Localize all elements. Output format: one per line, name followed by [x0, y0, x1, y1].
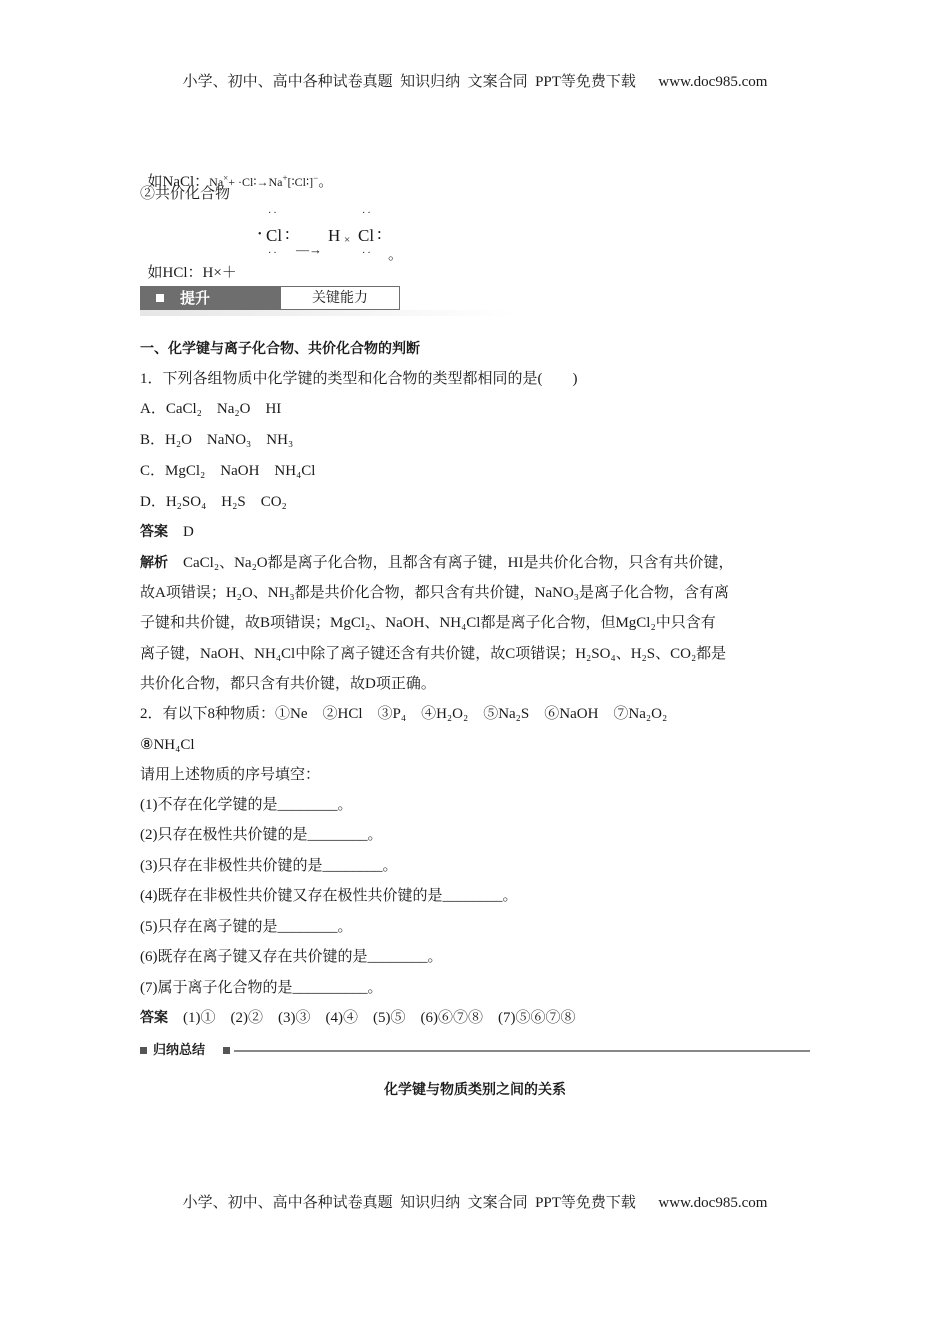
page-header: 小学、初中、高中各种试卷真题 知识归纳 文案合同 PPT等免费下载 www.doc985.com: [182, 74, 768, 90]
q2-instruction: 请用上述物质的序号填空：: [140, 767, 321, 783]
q2-item-2: (2)只存在极性共价键的是________。: [140, 827, 383, 843]
q2-stem-2: ⑧NH₄Cl: [140, 737, 195, 753]
reaction-arrow: —→: [296, 242, 322, 257]
electron-dots: ··: [268, 248, 279, 259]
square-icon: [140, 1047, 147, 1054]
electron-dots: ··: [268, 208, 279, 219]
divider-line: [234, 1050, 810, 1052]
hcl-label: 如HCl：H×＋: [147, 265, 237, 281]
section-title: 一、化学键与离子化合物、共价化合物的判断: [140, 341, 420, 357]
q2-stem-1: 2．有以下8种物质：①Ne ②HCl ③P₄ ④H₂O₂ ⑤Na₂S ⑥NaOH ⑦Na₂O₂: [140, 706, 668, 722]
electron-dot: •: [258, 229, 262, 240]
q1-option-b: B．H₂O NaNO₃ NH₃: [140, 432, 294, 448]
banner-dark: 提升: [140, 286, 280, 310]
hcl-equation: ·· • Cl : ·· —→ H × ·· Cl : ·· 。: [258, 208, 404, 263]
q1-answer: 答案 D: [140, 524, 194, 540]
q2-item-3: (3)只存在非极性共价键的是________。: [140, 858, 398, 874]
q1-analysis-2: 故A项错误；H₂O、NH₃都是共价化合物，都只含有共价键，NaNO₃是离子化合物，含有离: [140, 585, 730, 601]
hcl-line: [140, 243, 237, 283]
square-icon: [156, 294, 164, 302]
q1-stem: 1．下列各组物质中化学键的类型和化合物的类型都相同的是( ): [140, 371, 578, 387]
banner-light: 关键能力: [280, 286, 400, 310]
q1-analysis-4: 离子键，NaOH、NH₄Cl中除了离子键还含有共价键，故C项错误；H₂SO₄、H₂S、CO₂都是: [140, 646, 727, 662]
h-atom: H: [328, 226, 341, 245]
nacl-label: 如NaCl：: [147, 174, 210, 190]
electron-dots: ··: [362, 248, 373, 259]
cl-atom: Cl: [266, 226, 283, 245]
nacl-equation: Na×+ ·Cl∶→Na+[∶Cl∶]−: [209, 173, 319, 189]
cl-atom: Cl: [358, 226, 375, 245]
q1-option-a: A．CaCl₂ Na₂O HI: [140, 401, 282, 417]
q1-option-c: C．MgCl₂ NaOH NH₄Cl: [140, 463, 316, 479]
q2-item-4: (4)既存在非极性共价键又存在极性共价键的是________。: [140, 888, 518, 904]
q2-item-7: (7)属于离子化合物的是__________。: [140, 980, 383, 996]
covalent-label: ②共价化合物: [140, 186, 231, 202]
q2-item-6: (6)既存在离子键又存在共价键的是________。: [140, 949, 443, 965]
square-icon: [223, 1047, 230, 1054]
electron-dots: :: [377, 224, 382, 243]
q2-item-5: (5)只存在离子键的是________。: [140, 919, 353, 935]
nacl-line: 如NaCl：Na×+ ·Cl∶→Na+[∶Cl∶]−。: [147, 173, 334, 190]
q1-analysis-5: 共价化合物，都只含有共价键，故D项正确。: [140, 676, 436, 692]
shared-electron: ×: [344, 234, 351, 246]
summary-divider: 归纳总结: [140, 1042, 810, 1060]
page-footer: 小学、初中、高中各种试卷真题 知识归纳 文案合同 PPT等免费下载 www.doc985.com: [182, 1195, 768, 1211]
summary-title: 化学键与物质类别之间的关系: [384, 1082, 566, 1098]
q2-answer: 答案 (1)① (2)② (3)③ (4)④ (5)⑤ (6)⑥⑦⑧ (7)⑤⑥⑦⑧: [140, 1010, 576, 1026]
electron-dots: :: [285, 224, 290, 243]
electron-dots: ··: [362, 208, 373, 219]
section-banner: [140, 286, 516, 316]
q1-option-d: D．H₂SO₄ H₂S CO₂: [140, 494, 287, 510]
q2-item-1: (1)不存在化学键的是________。: [140, 797, 353, 813]
q1-analysis-3: 子键和共价键，故B项错误；MgCl₂、NaOH、NH₄Cl都是离子化合物，但MgCl₂中只含有: [140, 615, 716, 631]
banner-shadow: [140, 310, 516, 316]
q1-analysis-1: 解析 CaCl₂、Na₂O都是离子化合物，且都含有离子键，HI是共价化合物，只含有共价键，: [140, 555, 734, 571]
